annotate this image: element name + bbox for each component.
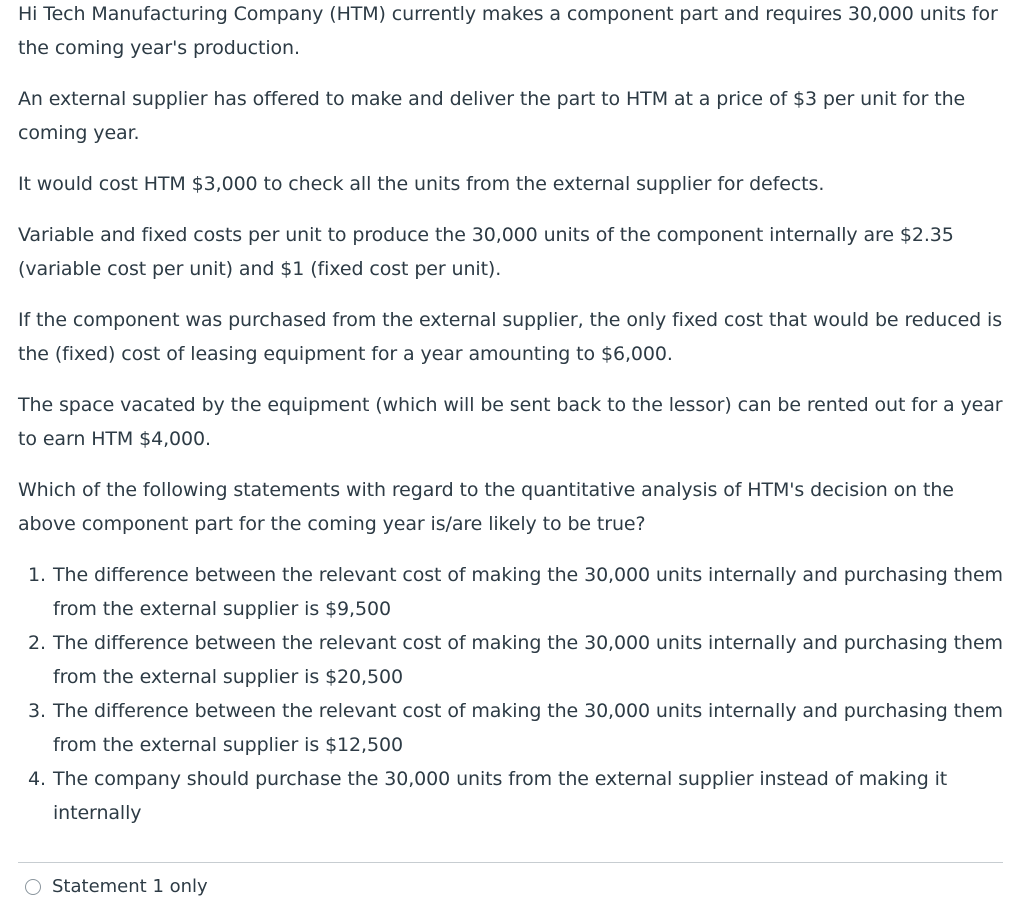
statement-list	[18, 558, 1008, 830]
answer-option-label: Statement 1 only	[52, 876, 208, 897]
question-paragraph: Variable and fixed costs per unit to produce the 30,000 units of the component internally are $2.35 (variable cost per unit) and $1 (fixed cost per unit).	[18, 224, 954, 280]
statement-number: 3.	[28, 700, 46, 722]
statement-text: The difference between the relevant cost of making the 30,000 units internally and purchasing them from the external supplier is $12,500	[53, 700, 1003, 756]
question-paragraph: It would cost HTM $3,000 to check all the units from the external supplier for defects.	[18, 173, 825, 195]
question-paragraph: Hi Tech Manufacturing Company (HTM) currently makes a component part and requires 30,000 units for the coming year's production.	[18, 3, 998, 59]
statement-item	[28, 558, 1008, 626]
answers-divider	[18, 862, 1003, 863]
question-paragraph: If the component was purchased from the external supplier, the only fixed cost that would be reduced is the (fixed) cost of leasing equipment for a year amounting to $6,000.	[18, 309, 1003, 365]
question-paragraph: The space vacated by the equipment (which will be sent back to the lessor) can be rented out for a year to earn HTM $4,000.	[18, 394, 1003, 450]
statement-text: The difference between the relevant cost of making the 30,000 units internally and purchasing them from the external supplier is $9,500	[53, 564, 1003, 620]
statement-item	[28, 762, 1008, 830]
statement-item	[28, 626, 1008, 694]
statement-number: 4.	[28, 768, 46, 790]
question-prompt: Which of the following statements with regard to the quantitative analysis of HTM's decision on the above component part for the coming year is/are likely to be true?	[18, 479, 954, 535]
answer-option-statement-1-only[interactable]	[25, 876, 208, 897]
radio-button-icon[interactable]	[25, 879, 41, 895]
statement-item	[28, 694, 1008, 762]
statement-number: 2.	[28, 632, 46, 654]
statement-number: 1.	[28, 564, 46, 586]
statement-text: The difference between the relevant cost of making the 30,000 units internally and purchasing them from the external supplier is $20,500	[53, 632, 1003, 688]
statement-text: The company should purchase the 30,000 units from the external supplier instead of making it internally	[53, 768, 948, 824]
question-paragraph: An external supplier has offered to make and deliver the part to HTM at a price of $3 per unit for the coming year.	[18, 88, 966, 144]
question-body	[18, 0, 1008, 830]
